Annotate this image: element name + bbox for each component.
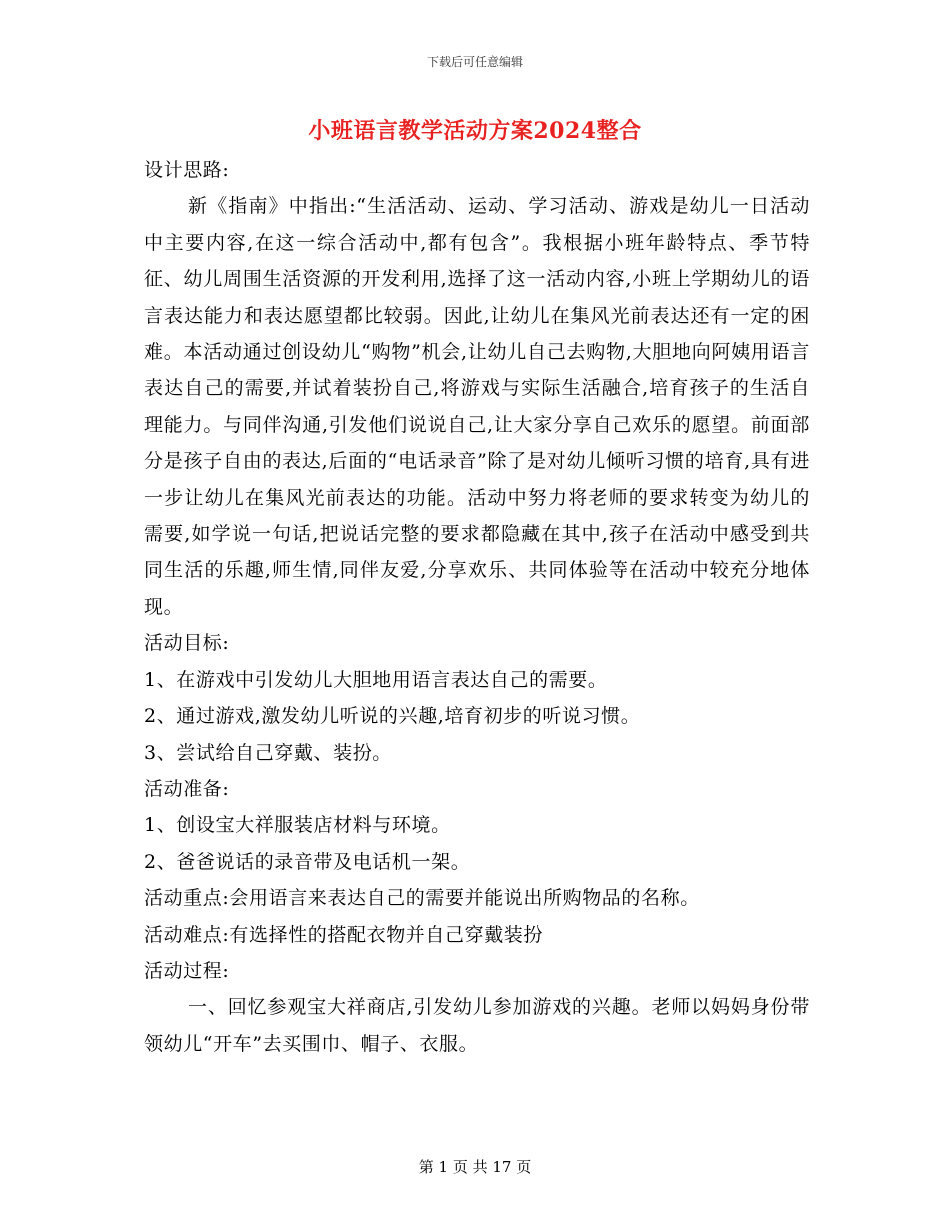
goal-item: 1、在游戏中引发幼儿大胆地用语言表达自己的需要。 [144, 668, 608, 691]
prep-item: 2、爸爸说话的录音带及电话机一架。 [144, 850, 471, 873]
goal-item: 3、尝试给自己穿戴、装扮。 [144, 741, 392, 764]
process-step: 一、回忆参观宝大祥商店,引发幼儿参加游戏的兴趣。老师以妈妈身份带领幼儿“开车”去买围巾、帽子、衣服。 [144, 996, 810, 1055]
prep-item: 1、创设宝大祥服装店材料与环境。 [144, 814, 451, 837]
process-heading: 活动过程: [144, 959, 230, 982]
design-heading: 设计思路: [144, 159, 230, 181]
prep-heading: 活动准备: [144, 777, 230, 800]
goals-heading: 活动目标: [144, 632, 230, 655]
document-title: 小班语言教学活动方案2024整合 [308, 118, 642, 144]
page-number: 第 1 页 共 17 页 [418, 1158, 532, 1176]
page-header-note: 下载后可任意编辑 [426, 55, 523, 69]
goal-item: 2、通过游戏,激发幼儿听说的兴趣,培育初步的听说习惯。 [144, 705, 641, 728]
difficulty-point: 活动难点:有选择性的搭配衣物并自己穿戴装扮 [144, 923, 544, 946]
key-point: 活动重点:会用语言来表达自己的需要并能说出所购物品的名称。 [144, 887, 700, 910]
design-paragraph: 新《指南》中指出:“生活活动、运动、学习活动、游戏是幼儿一日活动中主要内容,在这一综合活动中,都有包含”。我根据小班年龄特点、季节特征、幼儿周围生活资源的开发利用,选择了这一活动内容,小班上学期幼儿的语言表达能力和表达愿望都比较弱。因此,让幼儿在集风光前表达还有一定的困难。本活动通过创设幼儿“购物”机会,让幼儿自己去购物,大胆地向阿姨用语言表达自己的需要,并试着装扮自己,将游戏与实际生活融合,培育孩子的生活自理能力。与同伴沟通,引发他们说说自己,让大家分享自己欢乐的愿望。前面部分是孩子自由的表达,后面的“电话录音”除了是对幼儿倾听习惯的培育,具有进一步让幼儿在集风光前表达的功能。活动中努力将老师的要求转变为幼儿的需要,如学说一句话,把说话完整的要求都隐藏在其中,孩子在活动中感受到共同生活的乐趣,师生情,同伴友爱,分享欢乐、共同体验等在活动中较充分地体现。 [144, 195, 810, 618]
document-body [144, 152, 810, 1062]
